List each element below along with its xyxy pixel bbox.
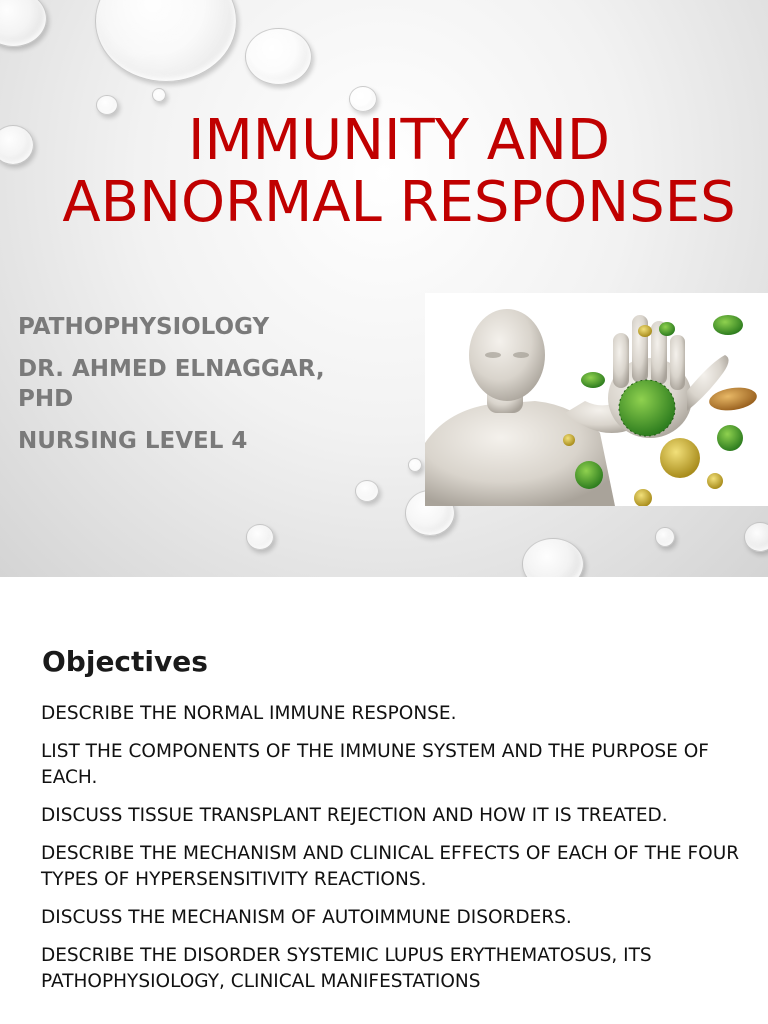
objective-item: DESCRIBE THE MECHANISM AND CLINICAL EFFECTS OF EACH OF THE FOUR TYPES OF HYPERSENSITIVITY REACTIONS. (41, 843, 740, 890)
objectives-slide (0, 577, 768, 1024)
subtitle-level: NURSING LEVEL 4 (18, 428, 248, 454)
water-drop (246, 524, 274, 550)
water-drop (408, 458, 422, 472)
subtitle-list (18, 312, 328, 468)
water-drop (522, 538, 584, 577)
water-drop (744, 522, 768, 552)
water-drop (655, 527, 675, 547)
objectives-heading: Objectives (42, 645, 208, 678)
water-drop (152, 88, 166, 102)
title-line-2: ABNORMAL RESPONSES (62, 170, 736, 235)
objective-item: DISCUSS TISSUE TRANSPLANT REJECTION AND HOW IT IS TREATED. (41, 805, 668, 826)
title-line-1: IMMUNITY AND (187, 108, 611, 173)
objective-item: DESCRIBE THE DISORDER SYSTEMIC LUPUS ERYTHEMATOSUS, ITS PATHOPHYSIOLOGY, CLINICAL MANIFESTATIONS (41, 945, 652, 992)
water-drop (355, 480, 379, 502)
water-drop (0, 0, 47, 47)
objective-item: DISCUSS THE MECHANISM OF AUTOIMMUNE DISORDERS. (41, 907, 572, 928)
slide-title (30, 110, 768, 234)
objective-item: DESCRIBE THE NORMAL IMMUNE RESPONSE. (41, 703, 457, 724)
subtitle-course: PATHOPHYSIOLOGY (18, 314, 270, 340)
water-drop (0, 125, 34, 165)
hero-image (425, 293, 768, 506)
subtitle-author: DR. AHMED ELNAGGAR, PHD (18, 356, 325, 412)
water-drop (245, 28, 312, 85)
water-drop (95, 0, 237, 82)
man-blocking-germs-illustration (425, 293, 768, 506)
objectives-list (41, 701, 761, 1007)
objective-item: LIST THE COMPONENTS OF THE IMMUNE SYSTEM AND THE PURPOSE OF EACH. (41, 741, 709, 788)
